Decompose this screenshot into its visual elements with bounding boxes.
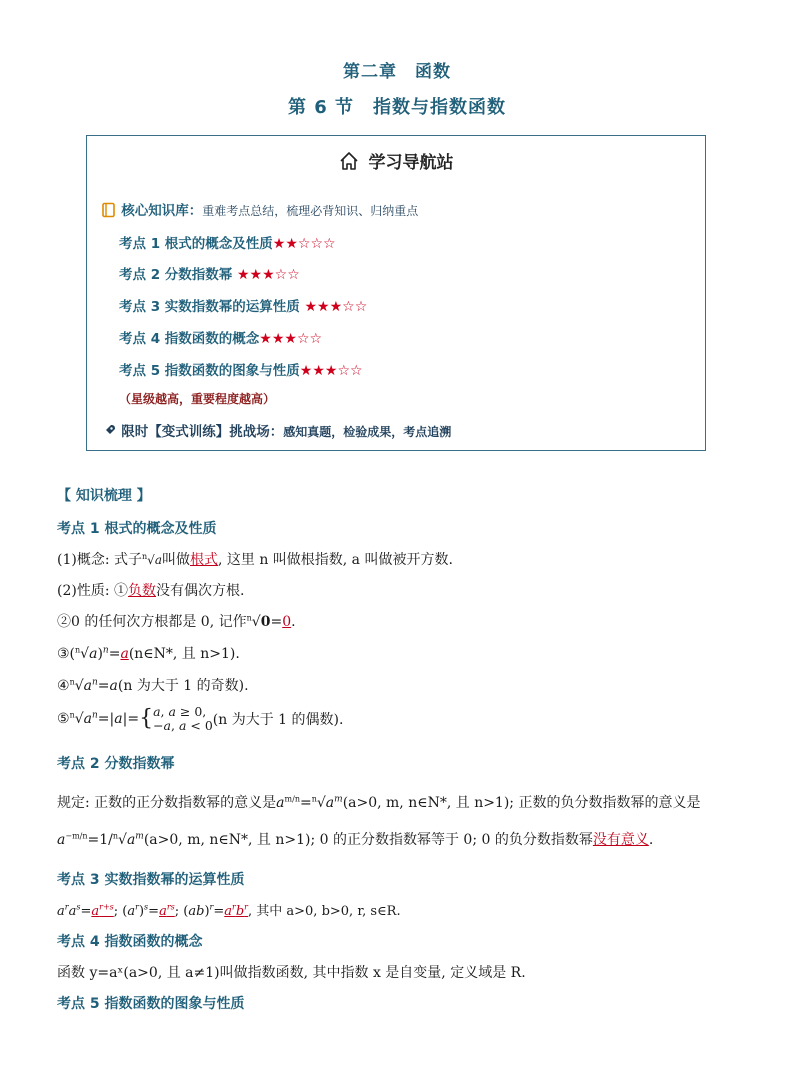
chapter-title: 第二章 函数 [343, 62, 451, 82]
kp2-title: 考点 2 分数指数幂 [57, 756, 175, 772]
kp3-rules: $a^ra^s=a^{r+s}$; $(a^r)^s=a^{rs}$; $(ab)^r=a^rb^r$, 其中 a>0, b>0, r, s∈R. [57, 902, 401, 919]
kp1-property-2: ②0 的任何次方根都是 0, 记作$^n$√0=0. [57, 613, 296, 630]
core-knowledge-row: 核心知识库：重难考点总结，梳理必背知识、归纳重点 [101, 199, 418, 219]
star-note: （星级越高，重要程度越高） [119, 392, 276, 406]
kp1-property-3: $③(^n√a)^n=a(n\in N*$, 且 n>1). [57, 645, 240, 662]
home-icon [339, 153, 369, 173]
kp4-title: 考点 4 指数函数的概念 [57, 934, 203, 950]
nav-point-2: 考点 2 分数指数幂 ★★★☆☆ [119, 267, 300, 283]
nav-title: 学习导航站 [87, 148, 705, 173]
kp1-property-4: $④^n√a^n=a(n$ 为大于 1 的奇数). [57, 677, 249, 694]
kp1-property-5: $⑤^n√a^n=|a|=\{a$, a ≥ 0, −a, a < 0(n 为大于 1 的偶数). [57, 704, 344, 733]
book-icon [101, 203, 117, 219]
section-title: 第 6 节 指数与指数函数 [287, 97, 507, 118]
kp4-definition: 函数 y=aˣ(a>0, 且 a≠1)叫做指数函数, 其中指数 x 是自变量, 定义域是 R. [57, 965, 526, 981]
study-nav-box [86, 135, 706, 451]
kp2-negative: $a^{-m/n}=1/^n√a^m(a>0$, m, n∈N*, 且 n>1); 0 的正分数指数幂等于 0; 0 的负分数指数幂没有意义. [57, 831, 654, 848]
knowledge-section-title: 【 知识梳理 】 [57, 488, 151, 504]
nav-point-3: 考点 3 实数指数幂的运算性质 ★★★☆☆ [119, 299, 368, 315]
kp5-title: 考点 5 指数函数的图象与性质 [57, 996, 245, 1012]
kp1-title: 考点 1 根式的概念及性质 [57, 521, 217, 537]
kp1-property-1: (2)性质: ①负数没有偶次方根. [57, 583, 245, 599]
kp1-concept: (1)概念: 式子$^n$√a叫做根式, 这里 n 叫做根指数, a 叫做被开方数. [57, 552, 453, 568]
rocket-icon [101, 424, 117, 440]
kp2-positive: 规定: 正数的正分数指数幂的意义是$a^{m/n}=^n√a^m(a>0$, m, n∈N*, 且 n>1); 正数的负分数指数幂的意义是 [57, 794, 701, 811]
challenge-row: 限时【变式训练】挑战场：感知真题，检验成果，考点追溯 [101, 420, 451, 440]
nav-point-4: 考点 4 指数函数的概念★★★☆☆ [119, 331, 323, 347]
kp3-title: 考点 3 实数指数幂的运算性质 [57, 872, 245, 888]
nav-point-5: 考点 5 指数函数的图象与性质★★★☆☆ [119, 363, 363, 379]
nav-point-1: 考点 1 根式的概念及性质★★☆☆☆ [119, 236, 336, 252]
